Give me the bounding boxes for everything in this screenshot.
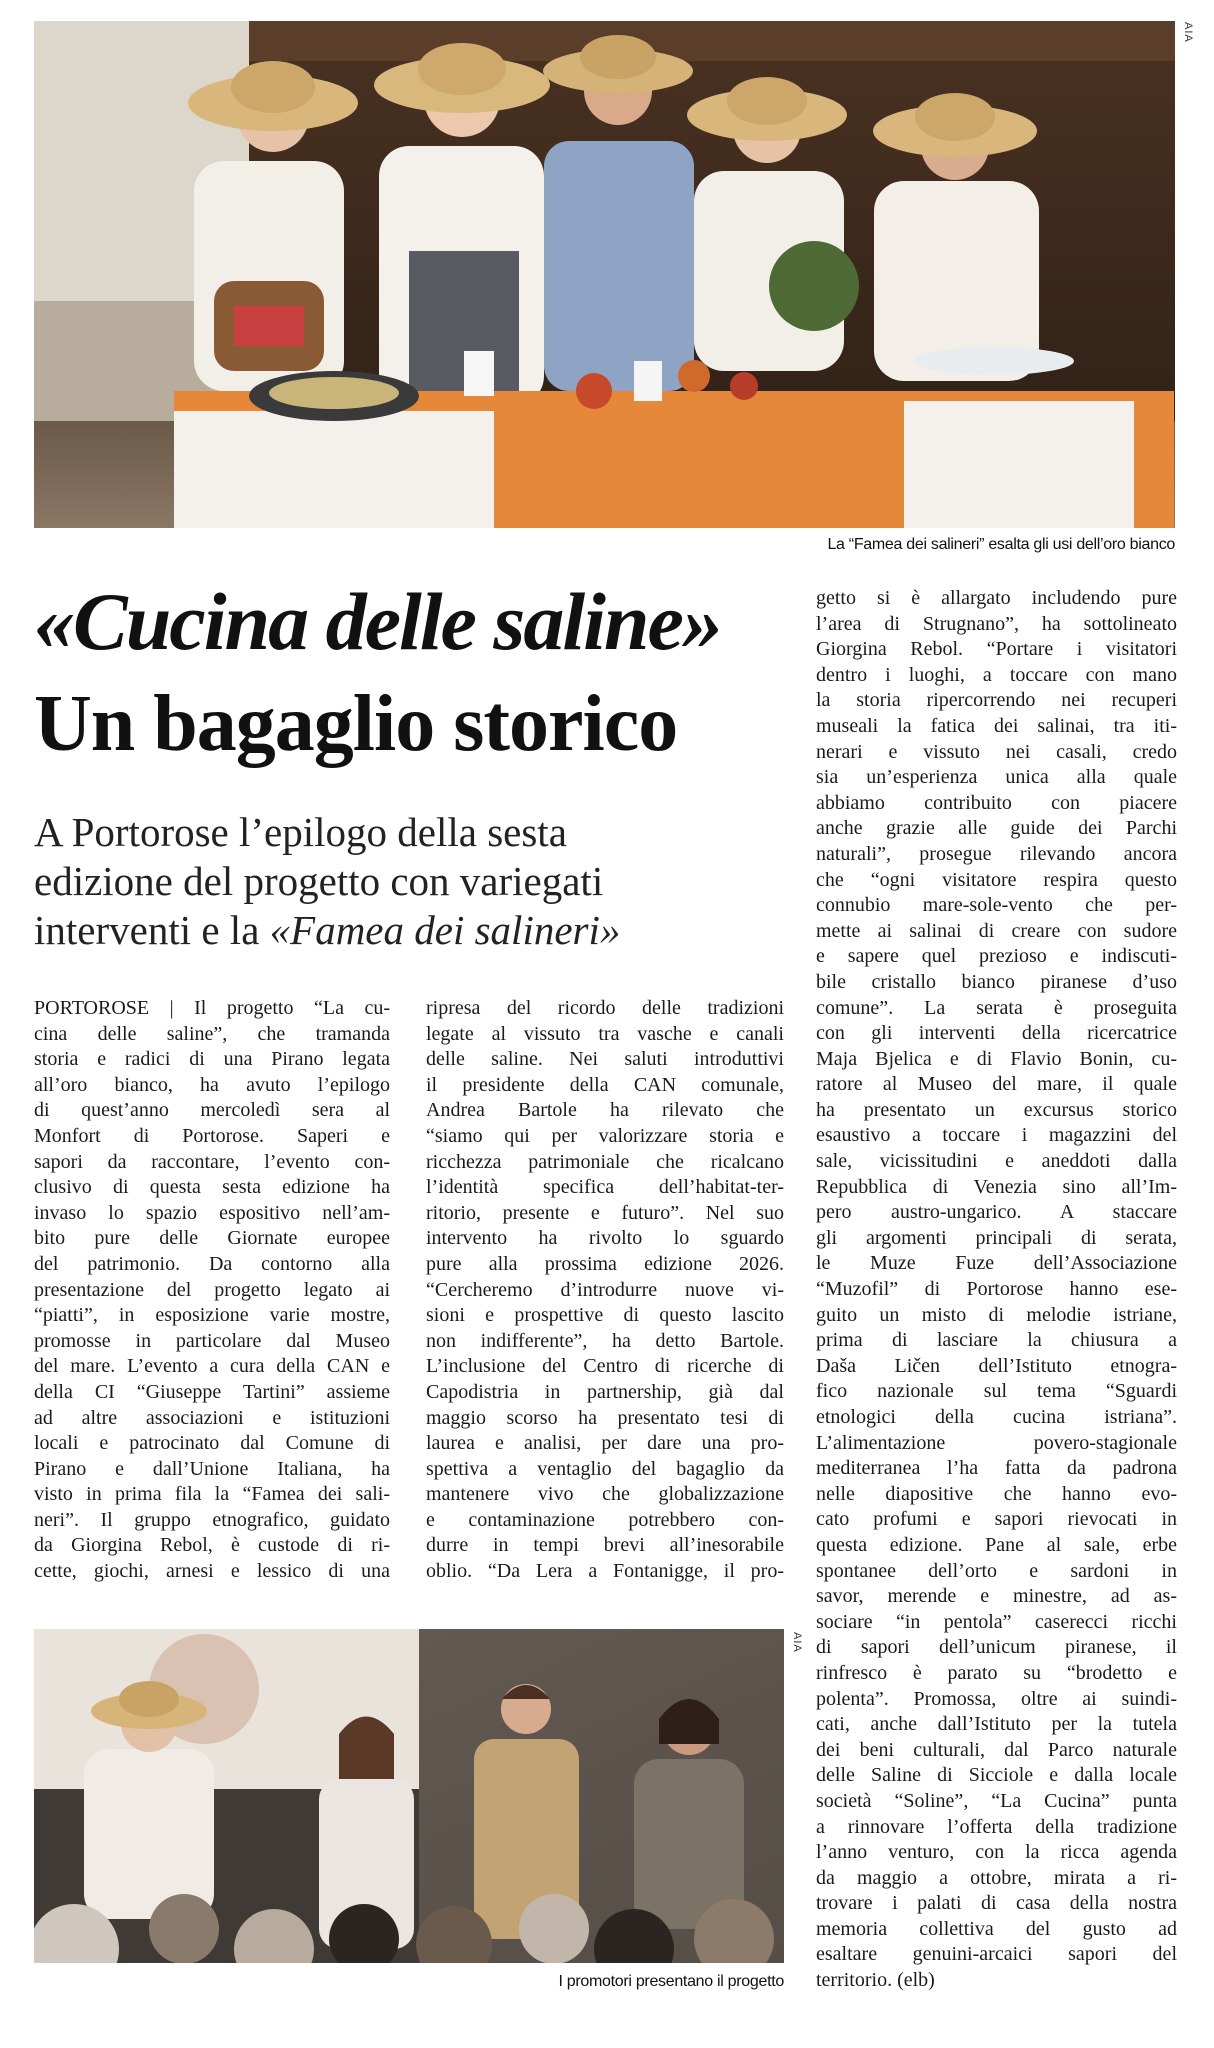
article-line: pure alla prossima edizione 2026. xyxy=(426,1252,784,1275)
article-line: sociare “in pentola” caserecci ricchi xyxy=(816,1610,1177,1633)
article-line: “Cercheremo d’introdurre nuove vi- xyxy=(426,1278,784,1301)
article-line: della CI “Giuseppe Tartini” assieme xyxy=(34,1380,390,1403)
article-line: all’oro bianco, ha avuto l’epilogo xyxy=(34,1073,390,1096)
article-line: mette ai salinai di creare con sudore xyxy=(816,919,1177,942)
article-line: locali e patrocinato dal Comune di xyxy=(34,1432,390,1455)
article-line: delle Saline di Sicciole e dalla locale xyxy=(816,1764,1177,1787)
article-line: abbiamo contribuito con piacere xyxy=(816,791,1177,814)
photo-credit-top: AIA xyxy=(1182,22,1194,43)
article-line: ratore al Museo del mare, il quale xyxy=(816,1073,1177,1096)
headline-subtitle: Un bagaglio storico xyxy=(34,680,678,768)
photo-caption-top: La “Famea dei salineri” esalta gli usi dell’oro bianco xyxy=(827,536,1175,553)
subhead-line xyxy=(34,906,794,955)
article-line: storia e radici di una Pirano legata xyxy=(34,1048,390,1071)
article-line: laurea e analisi, per dare una pro- xyxy=(426,1432,784,1455)
article-line: bile cristallo bianco piranese d’uso xyxy=(816,970,1177,993)
article-line: promosse in particolare dal Museo xyxy=(34,1329,390,1352)
photo-credit-bottom: AIA xyxy=(791,1632,803,1653)
article-line: sioni e prospettive di questo lascito xyxy=(426,1304,784,1327)
photo-famea-dei-salineri xyxy=(34,21,1175,528)
article-line: PORTOROSE | Il progetto “La cu- xyxy=(34,997,390,1019)
article-line: Daša Ličen dell’Istituto etnogra- xyxy=(816,1354,1177,1377)
article-line: L’alimentazione povero-stagionale xyxy=(816,1431,1177,1454)
article-line: museali la fatica dei salinai, tra iti- xyxy=(816,714,1177,737)
subhead-line: edizione del progetto con variegati xyxy=(34,858,604,904)
article-line: società “Soline”, “La Cucina” punta xyxy=(816,1789,1177,1812)
article-line: di quest’anno mercoledì sera al xyxy=(34,1099,390,1122)
article-line: trovare i palati di casa della nostra xyxy=(816,1892,1177,1915)
article-line: ritorio, presente e futuro”. Nel suo xyxy=(426,1201,784,1224)
article-line: del mare. L’evento a cura della CAN e xyxy=(34,1355,390,1378)
article-line: “siamo qui per valorizzare storia e xyxy=(426,1124,784,1147)
article-line: presentazione del progetto legato ai xyxy=(34,1278,390,1301)
headline-title: «Cucina delle saline» xyxy=(34,576,721,667)
article-line: la storia ripercorrendo nei recuperi xyxy=(816,689,1177,712)
article-line: etnologici della cucina istriana”. xyxy=(816,1406,1177,1428)
article-line: ricchezza patrimoniale che ricalcano xyxy=(426,1150,784,1173)
article-line: nerari e vissuto nei casali, credo xyxy=(816,740,1177,763)
article-line: L’inclusione del Centro di ricerche di xyxy=(426,1355,784,1378)
subhead-text: interventi e la xyxy=(34,907,270,953)
article-line: sapori da raccontare, l’evento con- xyxy=(34,1150,390,1173)
article-column-2 xyxy=(426,996,784,1585)
article-line: cina delle saline”, che tramanda xyxy=(34,1022,390,1045)
article-line: mantenere vivo che globalizzazione xyxy=(426,1483,784,1506)
article-line: Pirano e dall’Unione Italiana, ha xyxy=(34,1457,390,1480)
article-line: ad altre associazioni e istituzioni xyxy=(34,1406,390,1429)
article-column-1 xyxy=(34,996,390,1585)
article-line: guito un misto di melodie istriane, xyxy=(816,1303,1177,1326)
photo-promotori xyxy=(34,1629,784,1963)
article-line: le Muze Fuze dell’Associazione xyxy=(816,1252,1177,1275)
article-line: savor, merende e minestre, ad as- xyxy=(816,1585,1177,1608)
article-line: polenta”. Promossa, oltre ai suindi- xyxy=(816,1687,1177,1710)
article-line: e sapere quel prezioso e indiscuti- xyxy=(816,945,1177,968)
article-line: neri”. Il gruppo etnografico, guidato xyxy=(34,1508,390,1531)
subheadline xyxy=(34,808,794,955)
article-line: l’identità specifica dell’habitat-ter- xyxy=(426,1176,784,1199)
article-line: legate al vissuto tra vasche e canali xyxy=(426,1022,784,1045)
article-column-3 xyxy=(816,586,1177,1994)
article-line: dentro i luoghi, a toccare con mano xyxy=(816,663,1177,686)
article-line: dei beni culturali, dal Parco naturale xyxy=(816,1738,1177,1761)
article-line: questa edizione. Pane al sale, erbe xyxy=(816,1533,1177,1556)
article-line: nelle diapositive che hanno evo- xyxy=(816,1482,1177,1505)
article-line: l’area di Strugnano”, ha sottolineato xyxy=(816,612,1177,635)
article-line: delle saline. Nei saluti introduttivi xyxy=(426,1048,784,1071)
article-line: oblio. “Da Lera a Fontanigge, il pro- xyxy=(426,1560,784,1583)
article-line: territorio. (elb) xyxy=(816,1969,935,1992)
article-line: anche grazie alle guide dei Parchi xyxy=(816,817,1177,840)
article-line: da Giorgina Rebol, è custode di ri- xyxy=(34,1534,390,1557)
article-line: invaso lo spazio espositivo nell’am- xyxy=(34,1201,390,1224)
article-line: spontanee dell’orto e sardoni in xyxy=(816,1559,1177,1582)
article-line: Maja Bjelica e di Flavio Bonin, cu- xyxy=(816,1047,1177,1070)
article-line: sia un’esperienza unica alla quale xyxy=(816,766,1177,789)
article-line: durre in tempi brevi all’inesorabile xyxy=(426,1534,784,1557)
article-line: di sapori dell’unicum piranese, il xyxy=(816,1636,1177,1659)
article-line: cato profumi e sapori rievocati in xyxy=(816,1508,1177,1531)
article-line: pero austro-ungarico. A staccare xyxy=(816,1201,1177,1224)
article-line: naturali”, prosegue rilevando ancora xyxy=(816,842,1177,865)
article-line: l’anno venturo, con la ricca agenda xyxy=(816,1841,1177,1864)
article-line: maggio scorso ha presentato tesi di xyxy=(426,1406,784,1429)
article-line: che “ogni visitatore respira questo xyxy=(816,868,1177,891)
article-line: memoria collettiva del gusto ad xyxy=(816,1917,1177,1940)
article-line: ha presentato un excursus storico xyxy=(816,1098,1177,1121)
subhead-italic: «Famea dei salineri» xyxy=(269,907,621,953)
article-line: prima di lasciare la chiusura a xyxy=(816,1329,1177,1352)
photo-caption-bottom: I promotori presentano il progetto xyxy=(558,1973,784,1990)
article-line: sale, vicissitudini e aneddoti dalla xyxy=(816,1150,1177,1173)
article-line: intervento ha rivolto lo sguardo xyxy=(426,1227,784,1250)
article-line: fico nazionale sul tema “Sguardi xyxy=(816,1380,1177,1403)
article-line: comune”. La serata è proseguita xyxy=(816,996,1177,1019)
article-line: Giorgina Rebol. “Portare i visitatori xyxy=(816,638,1177,661)
article-line: con gli interventi della ricercatrice xyxy=(816,1022,1177,1045)
article-line: esaustivo a toccare i magazzini del xyxy=(816,1124,1177,1147)
subhead-line: A Portorose l’epilogo della sesta xyxy=(34,809,567,855)
article-line: cette, giochi, arnesi e lessico di una xyxy=(34,1560,390,1583)
article-line: da maggio a ottobre, mirata a ri- xyxy=(816,1866,1177,1889)
article-line: rinfresco è parato su “brodetto e xyxy=(816,1661,1177,1684)
article-line: bito pure delle Giornate europee xyxy=(34,1227,390,1250)
article-line: Andrea Bartole ha rilevato che xyxy=(426,1099,784,1122)
article-line: Monfort di Portorose. Saperi e xyxy=(34,1124,390,1147)
headline xyxy=(34,572,794,776)
article-line: Capodistria in partnership, già dal xyxy=(426,1380,784,1403)
article-line: del patrimonio. Da contorno alla xyxy=(34,1252,390,1275)
article-line: ripresa del ricordo delle tradizioni xyxy=(426,997,784,1019)
article-line: a rinnovare l’offerta della tradizione xyxy=(816,1815,1177,1838)
article-line: cati, anche dall’Istituto per la tutela xyxy=(816,1713,1177,1736)
article-line: getto si è allargato includendo pure xyxy=(816,587,1177,609)
article-line: gli argomenti principali di serata, xyxy=(816,1226,1177,1249)
article-line: visto in prima fila la “Famea dei sali- xyxy=(34,1483,390,1506)
article-line: “Muzofil” di Portorose hanno ese- xyxy=(816,1278,1177,1301)
article-line: spettiva a ventaglio del bagaglio da xyxy=(426,1457,784,1480)
article-line: Repubblica di Venezia sino all’Im- xyxy=(816,1175,1177,1198)
article-line: il presidente della CAN comunale, xyxy=(426,1073,784,1096)
article-line: non indifferente”, ha detto Bartole. xyxy=(426,1329,784,1352)
article-line: e contaminazione potrebbero con- xyxy=(426,1508,784,1531)
article-line: esaltare genuini-arcaici sapori del xyxy=(816,1943,1177,1966)
article-line: “piatti”, in esposizione varie mostre, xyxy=(34,1304,390,1327)
article-line: clusivo di questa sesta edizione ha xyxy=(34,1176,390,1199)
article-line: connubio mare-sole-vento che per- xyxy=(816,894,1177,917)
article-line: mediterranea l’ha fatta da padrona xyxy=(816,1457,1177,1480)
